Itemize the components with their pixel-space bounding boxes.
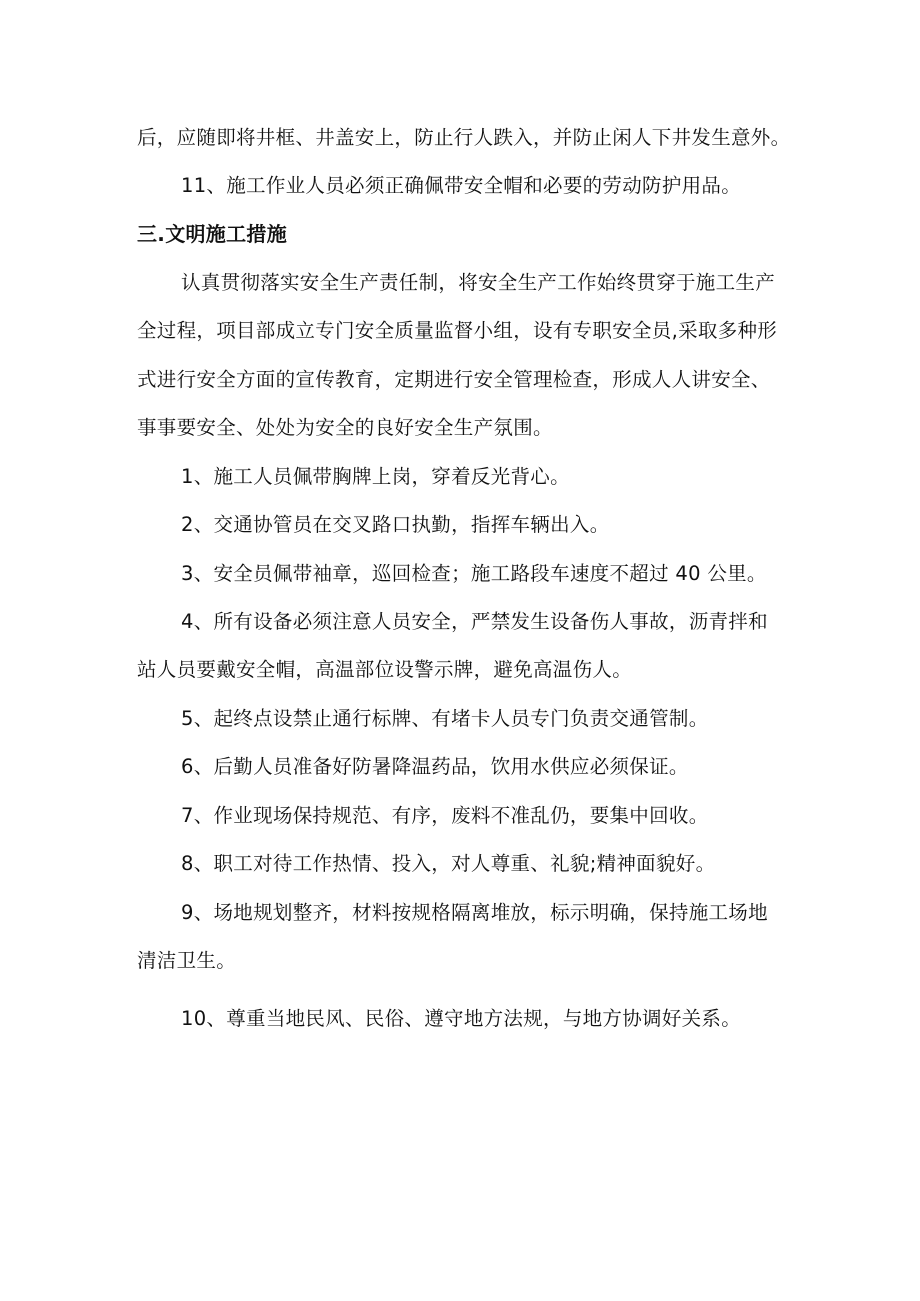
measure-8: 8、职工对待工作热情、投入，对人尊重、礼貌;精神面貌好。 [181,852,716,875]
measure-9-line-2: 清洁卫生。 [137,949,237,972]
measure-10: 10、尊重当地民风、民俗、遵守地方法规，与地方协调好关系。 [181,1007,742,1030]
measure-1: 1、施工人员佩带胸牌上岗，穿着反光背心。 [181,465,570,488]
continuation-line: 后，应随即将井框、井盖安上，防止行人跌入，并防止闲人下井发生意外。 [137,126,791,149]
measure-9-line-1: 9、场地规划整齐，材料按规格隔离堆放，标示明确，保持施工场地 [181,901,768,924]
intro-line-3: 式进行安全方面的宣传教育，定期进行安全管理检查，形成人人讲安全、 [137,368,771,391]
measure-4-line-2: 站人员要戴安全帽，高温部位设警示牌，避免高温伤人。 [137,658,633,681]
measure-3: 3、安全员佩带袖章，巡回检查；施工路段车速度不超过 40 公里。 [181,562,767,585]
intro-line-4: 事事要安全、处处为安全的良好安全生产氛围。 [137,416,553,439]
item-11: 11、施工作业人员必须正确佩带安全帽和必要的劳动防护用品。 [181,174,742,197]
measure-7: 7、作业现场保持规范、有序，废料不准乱仍，要集中回收。 [181,804,709,827]
intro-line-2: 全过程，项目部成立专门安全质量监督小组，设有专职安全员,采取多种形 [137,319,778,342]
measure-4-line-1: 4、所有设备必须注意人员安全，严禁发生设备伤人事故，沥青拌和 [181,610,768,633]
measure-6: 6、后勤人员准备好防暑降温药品，饮用水供应必须保证。 [181,755,689,778]
intro-line-1: 认真贯彻落实安全生产责任制，将安全生产工作始终贯穿于施工生产 [181,271,776,294]
measure-5: 5、起终点设禁止通行标牌、有堵卡人员专门负责交通管制。 [181,707,709,730]
section-heading: 三.文明施工措施 [137,222,287,246]
measure-2: 2、交通协管员在交叉路口执勤，指挥车辆出入。 [181,513,610,536]
